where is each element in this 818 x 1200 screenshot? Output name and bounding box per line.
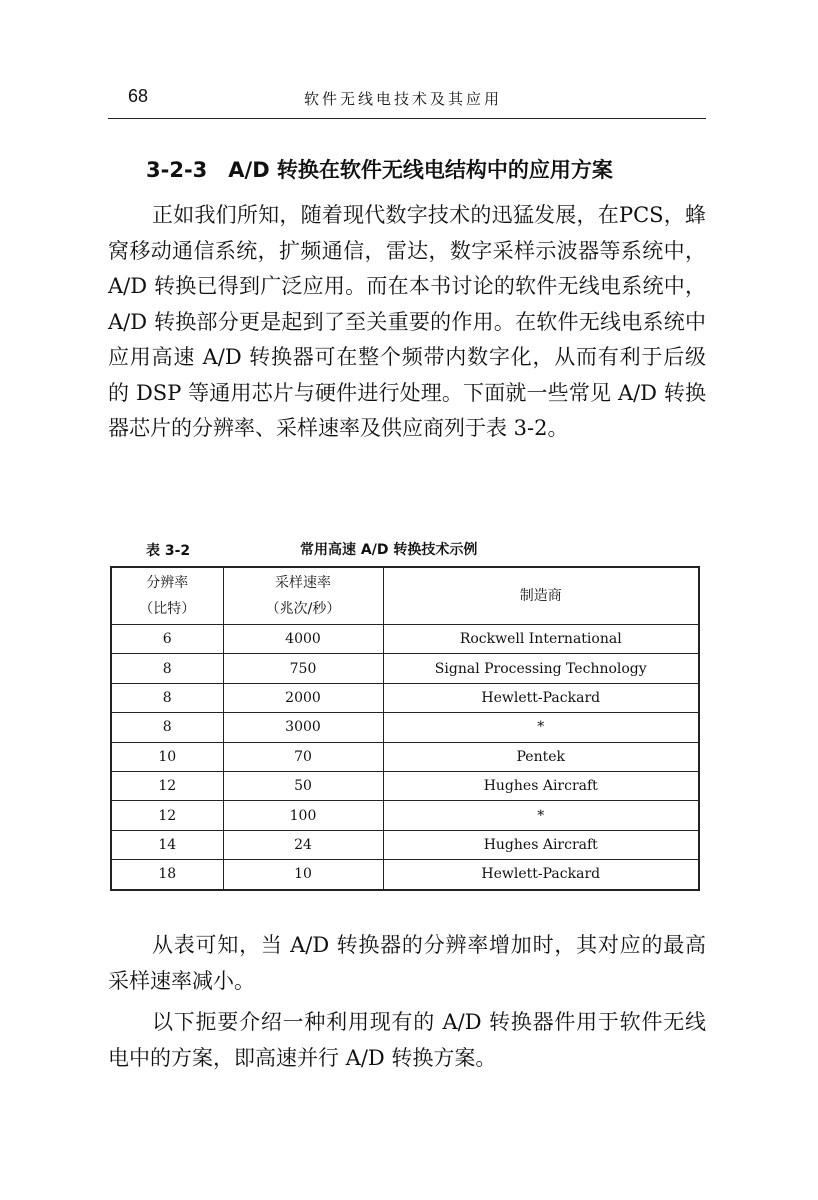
cell-maker: Signal Processing Technology [383, 654, 699, 683]
header-rate-line1: 采样速率 [275, 575, 331, 591]
header-resolution-line1: 分辨率 [146, 575, 189, 591]
table-title: 常用高速 A/D 转换技术示例 [300, 542, 478, 558]
table-row [111, 625, 699, 654]
cell-bits: 10 [111, 742, 223, 771]
page-header [108, 84, 706, 119]
cell-rate: 10 [223, 860, 383, 890]
table-row [111, 860, 699, 890]
table-row [111, 771, 699, 800]
cell-rate: 750 [223, 654, 383, 683]
page-number: 68 [128, 86, 149, 106]
header-rate-line2: （兆次/秒） [265, 601, 341, 617]
cell-maker: * [383, 713, 699, 742]
cell-rate: 3000 [223, 713, 383, 742]
section-title: 3-2-3 A/D 转换在软件无线电结构中的应用方案 [146, 158, 613, 182]
cell-rate: 70 [223, 742, 383, 771]
cell-bits: 18 [111, 860, 223, 890]
paragraph-conclusion: 从表可知，当 A/D 转换器的分辨率增加时，其对应的最高采样速率减小。 [108, 933, 706, 993]
cell-rate: 4000 [223, 625, 383, 654]
adc-table [110, 566, 700, 891]
cell-bits: 12 [111, 771, 223, 800]
cell-bits: 6 [111, 625, 223, 654]
table-row [111, 742, 699, 771]
paragraph-intro: 正如我们所知，随着现代数字技术的迅猛发展，在PCS，蜂窝移动通信系统，扩频通信，雷达，数字采样示波器等系统中，A/D 转换已得到广泛应用。而在本书讨论的软件无线电系统中，A/D 转换部分更是起到了至关重要的作用。在软件无线电系统中应用高速 A/D 转换器可在整个频带内数字化，从而有利于后级的 DSP 等通用芯片与硬件进行处理。下面就一些常见 A/D 转换器芯片的分辨率、采样速率及供应商列于表 3-2。 [108, 203, 706, 440]
table-row [111, 801, 699, 830]
cell-maker: Hewlett-Packard [383, 683, 699, 712]
cell-maker: Pentek [383, 742, 699, 771]
cell-maker: Hughes Aircraft [383, 830, 699, 859]
table-row [111, 654, 699, 683]
cell-bits: 8 [111, 713, 223, 742]
cell-maker: Rockwell International [383, 625, 699, 654]
cell-maker: Hughes Aircraft [383, 771, 699, 800]
cell-maker: Hewlett-Packard [383, 860, 699, 890]
cell-bits: 12 [111, 801, 223, 830]
header-maker: 制造商 [383, 567, 699, 625]
cell-rate: 100 [223, 801, 383, 830]
table-row [111, 713, 699, 742]
table-row [111, 683, 699, 712]
table-header-row [111, 567, 699, 625]
cell-rate: 24 [223, 830, 383, 859]
running-title: 软件无线电技术及其应用 [304, 90, 503, 108]
cell-bits: 8 [111, 654, 223, 683]
cell-maker: * [383, 801, 699, 830]
paragraph-next: 以下扼要介绍一种利用现有的 A/D 转换器件用于软件无线电中的方案，即高速并行 A/D 转换方案。 [108, 1010, 706, 1070]
cell-rate: 50 [223, 771, 383, 800]
cell-bits: 8 [111, 683, 223, 712]
cell-rate: 2000 [223, 683, 383, 712]
header-resolution [111, 567, 223, 625]
table-row [111, 830, 699, 859]
cell-bits: 14 [111, 830, 223, 859]
header-resolution-line2: （比特） [139, 601, 196, 617]
table-number: 表 3-2 [146, 543, 191, 559]
header-rate [223, 567, 383, 625]
